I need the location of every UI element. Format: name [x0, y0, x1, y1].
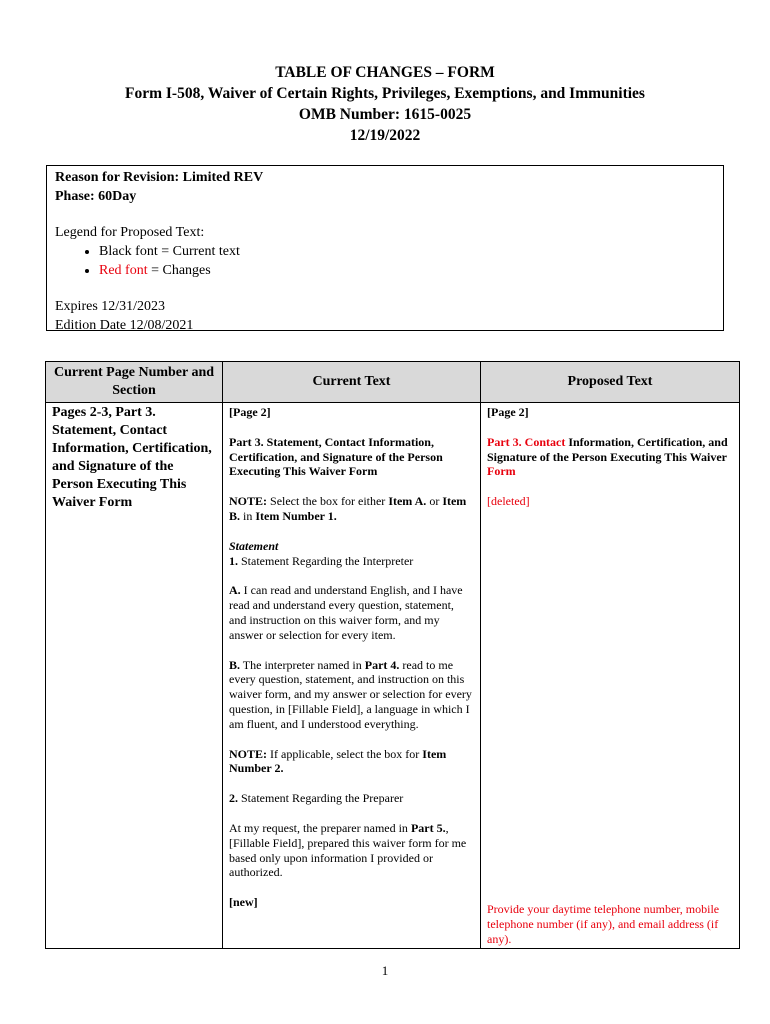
current-statement-1: Statement 1. Statement Regarding the Interpreter	[229, 538, 414, 568]
reason-for-revision: Reason for Revision: Limited REV	[55, 170, 264, 185]
current-item-a: A. I can read and understand English, and I have read and understand every question, statement, and instruction on this waiver form, and my answer or selection for every item.	[229, 583, 463, 642]
page-number: 1	[381, 963, 389, 978]
current-part3-heading: Part 3. Statement, Contact Information, Certification, and Signature of the Person Executing This Waiver Form	[229, 434, 443, 479]
current-note-1: NOTE: Select the box for either Item A. or Item B. in Item Number 1.	[229, 494, 467, 523]
column-header-current: Current Text	[223, 362, 481, 403]
proposed-text-cell	[481, 403, 740, 949]
current-note-2: NOTE: If applicable, select the box for Item Number 2.	[229, 746, 447, 776]
table-row	[46, 403, 740, 949]
current-page-label: [Page 2]	[229, 405, 271, 419]
proposed-deleted-label: [deleted]	[487, 494, 530, 509]
section-cell: Pages 2-3, Part 3. Statement, Contact Information, Certification, and Signature of the Person Executing This Waiver Form	[46, 403, 223, 949]
proposed-new-text: Provide your daytime telephone number, mobile telephone number (if any), and email address (if any).	[487, 901, 720, 946]
document-header	[0, 62, 770, 146]
table-header-row	[46, 362, 740, 403]
phase: Phase: 60Day	[55, 189, 137, 204]
current-new-label: [new]	[229, 895, 258, 910]
legend-list	[55, 242, 715, 280]
column-header-section: Current Page Number and Section	[46, 362, 223, 403]
header-form-name: Form I-508, Waiver of Certain Rights, Privileges, Exemptions, and Immunities	[125, 85, 645, 102]
changes-table	[45, 361, 740, 949]
header-title: TABLE OF CHANGES – FORM	[275, 64, 495, 81]
revision-info-box	[46, 165, 724, 331]
expires-date: Expires 12/31/2023	[55, 299, 166, 314]
header-omb-number: OMB Number: 1615-0025	[298, 106, 472, 123]
current-preparer-text: At my request, the preparer named in Part 5., [Fillable Field], prepared this waiver form for me based only upon information I provided or authorized.	[229, 820, 467, 880]
current-item-b: B. The interpreter named in Part 4. read to me every question, statement, and instruction on this waiver form, and my answer or selection for every question, in [Fillable Field], a language in which I am fluent, and I understood everything.	[229, 657, 472, 731]
proposed-part3-heading: Part 3. Contact Information, Certification, and Signature of the Person Executing This Waiver Form	[487, 434, 728, 479]
column-header-proposed: Proposed Text	[481, 362, 740, 403]
current-statement-2: 2. Statement Regarding the Preparer	[229, 791, 404, 806]
header-date: 12/19/2022	[349, 127, 421, 144]
legend-title: Legend for Proposed Text:	[55, 225, 205, 240]
proposed-page-label: [Page 2]	[487, 405, 529, 419]
current-text-cell	[223, 403, 481, 949]
legend-item-black: • Black font = Current text	[99, 242, 715, 261]
legend-item-red: • Red font = Changes	[99, 261, 715, 280]
edition-date: Edition Date 12/08/2021	[55, 318, 194, 333]
